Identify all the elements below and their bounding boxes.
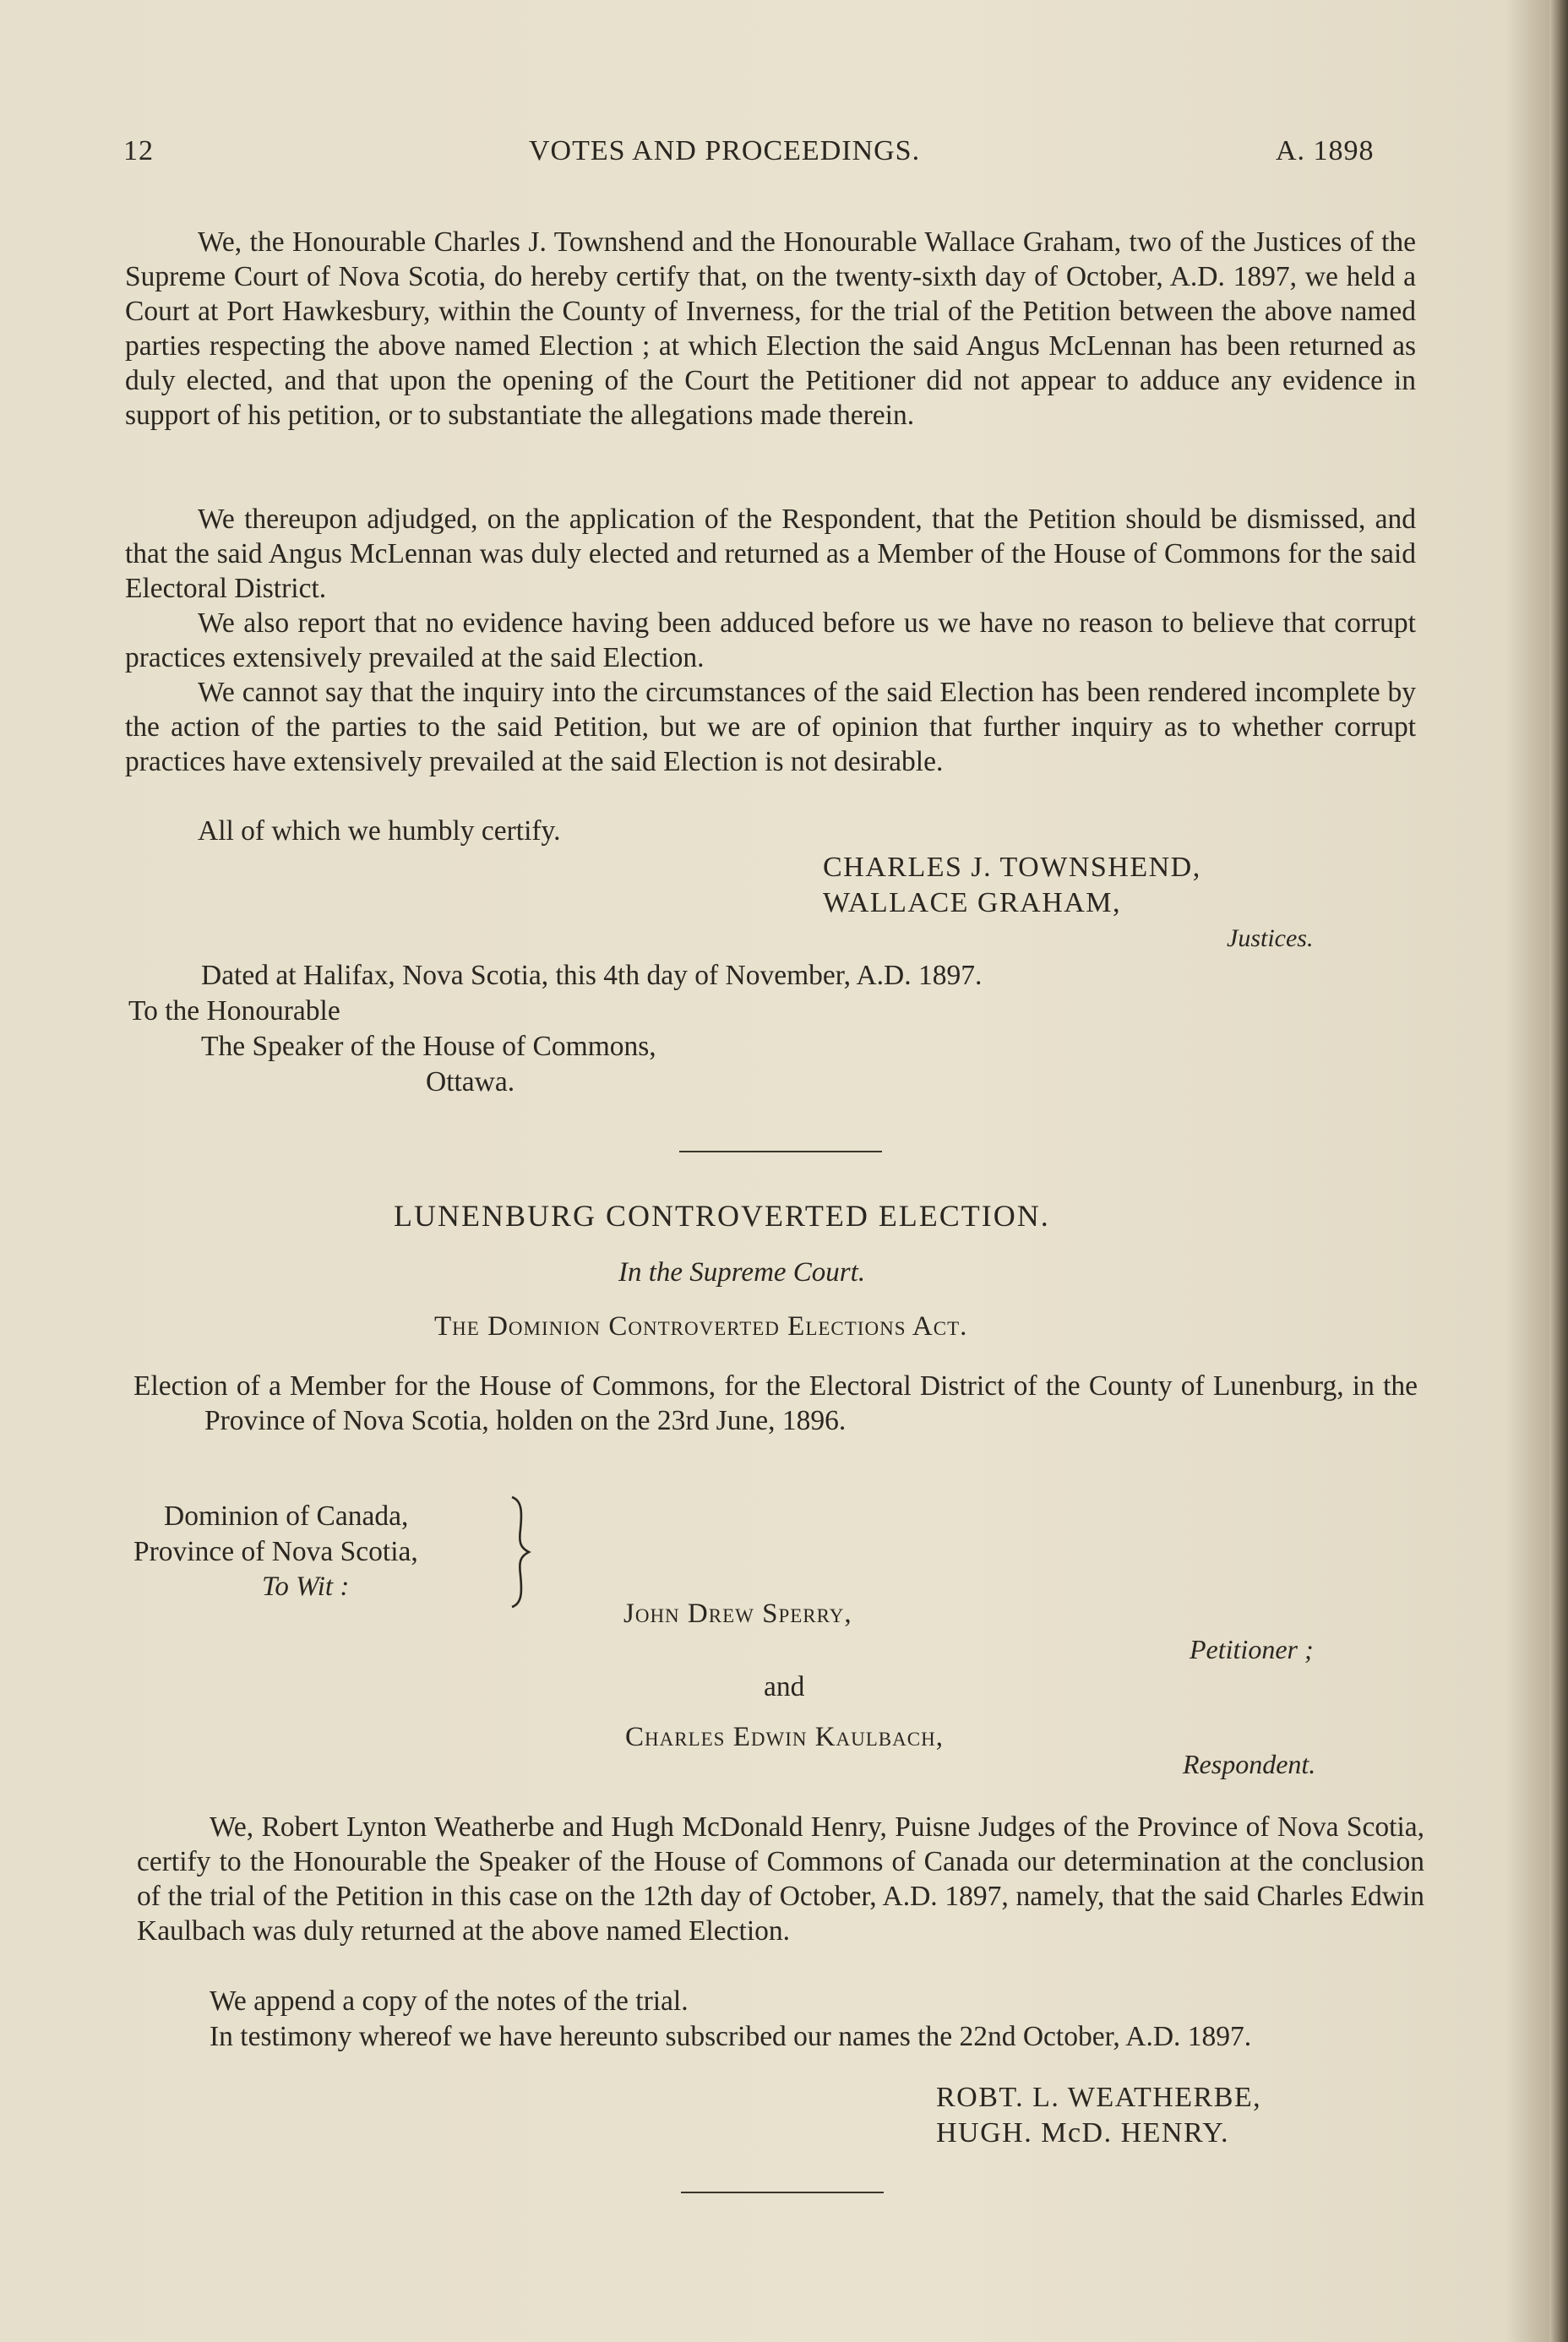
- act-heading: The Dominion Controverted Elections Act.: [434, 1311, 968, 1342]
- petitioner-role: Petitioner ;: [1190, 1634, 1314, 1664]
- address-line-1: To the Honourable: [128, 995, 340, 1027]
- signatory-weatherbe: ROBT. L. WEATHERBE,: [936, 2082, 1262, 2113]
- certificate-paragraph-1: We, the Honourable Charles J. Townshend and the Honourable Wallace Graham, two of the Justices of the Supreme Court of Nova Scotia, do hereby certify that, on the twenty-sixth day of October, A.D. 1897, we held a Court at Port Hawkesbury, within the County of Inverness, for the trial of the Petition between the above named parties respecting the above named Election ; at which Election the said Angus McLennan has been returned as duly elected, and that upon the opening of the Court the Petitioner did not appear to adduce any evidence in support of his petition, or to substantiate the allegations made therein.: [125, 226, 1416, 431]
- judges-paragraph-1: We, Robert Lynton Weatherbe and Hugh McDonald Henry, Puisne Judges of the Province of Nova Scotia, certify to the Honourable the Speaker of the House of Commons of Canada our determination at the conclusion of the trial of the Petition in this case on the 12th day of October, A.D. 1897, namely, that the said Charles Edwin Kaulbach was duly returned at the above named Election.: [137, 1811, 1424, 1947]
- venue-brace: [507, 1495, 532, 1609]
- address-line-3: Ottawa.: [426, 1066, 515, 1097]
- certificate-paragraph-2: We thereupon adjudged, on the application of the Respondent, that the Petition should be dismissed, and that the said Angus McLennan was duly elected and returned as a Member of the House of Commons for the said Electoral District.: [125, 504, 1416, 604]
- running-title: VOTES AND PROCEEDINGS.: [529, 135, 921, 166]
- petitioner-name: John Drew Sperry,: [623, 1599, 852, 1629]
- certificate-paragraph-4: We cannot say that the inquiry into the circumstances of the said Election has been rendered incomplete by the action of the parties to the said Petition, but we are of opinion that further inquiry as to whether corrupt practices have extensively prevailed at the said Election is not desirable.: [125, 677, 1416, 777]
- judges-paragraph-2: We append a copy of the notes of the trial.: [210, 1985, 689, 2017]
- venue-line-1: Dominion of Canada,: [164, 1501, 409, 1532]
- judges-paragraph-3: In testimony whereof we have hereunto subscribed our names the 22nd October, A.D. 1897.: [210, 2021, 1252, 2052]
- section-divider-1: [679, 1151, 882, 1152]
- signatory-graham: WALLACE GRAHAM,: [823, 887, 1122, 918]
- court-heading: In the Supreme Court.: [618, 1257, 866, 1288]
- venue-line-3: To Wit :: [262, 1571, 350, 1602]
- respondent-role: Respondent.: [1183, 1749, 1316, 1779]
- certificate-paragraph-3: We also report that no evidence having been adduced before us we have no reason to believe that corrupt practices extensively prevailed at the said Election.: [125, 607, 1416, 673]
- signatory-title: Justices.: [1227, 924, 1314, 952]
- certificate-paragraph-5: All of which we humbly certify.: [198, 815, 561, 847]
- section-heading: LUNENBURG CONTROVERTED ELECTION.: [394, 1199, 1050, 1233]
- venue-line-2: Province of Nova Scotia,: [133, 1536, 418, 1567]
- header-year: A. 1898: [1276, 135, 1375, 166]
- signatory-townshend: CHARLES J. TOWNSHEND,: [823, 852, 1201, 883]
- and-conjunction: and: [764, 1671, 805, 1702]
- address-line-2: The Speaker of the House of Commons,: [201, 1031, 656, 1062]
- binding-edge: [1549, 0, 1568, 2342]
- page-number: 12: [123, 135, 154, 166]
- section-divider-2: [681, 2192, 884, 2193]
- respondent-name: Charles Edwin Kaulbach,: [625, 1722, 944, 1752]
- signatory-henry: HUGH. McD. HENRY.: [936, 2117, 1229, 2149]
- dated-line: Dated at Halifax, Nova Scotia, this 4th day of November, A.D. 1897.: [201, 960, 983, 991]
- election-description: Election of a Member for the House of Commons, for the Electoral District of the County of Lunenburg, in the Province of Nova Scotia, holden on the 23rd June, 1896.: [133, 1370, 1418, 1436]
